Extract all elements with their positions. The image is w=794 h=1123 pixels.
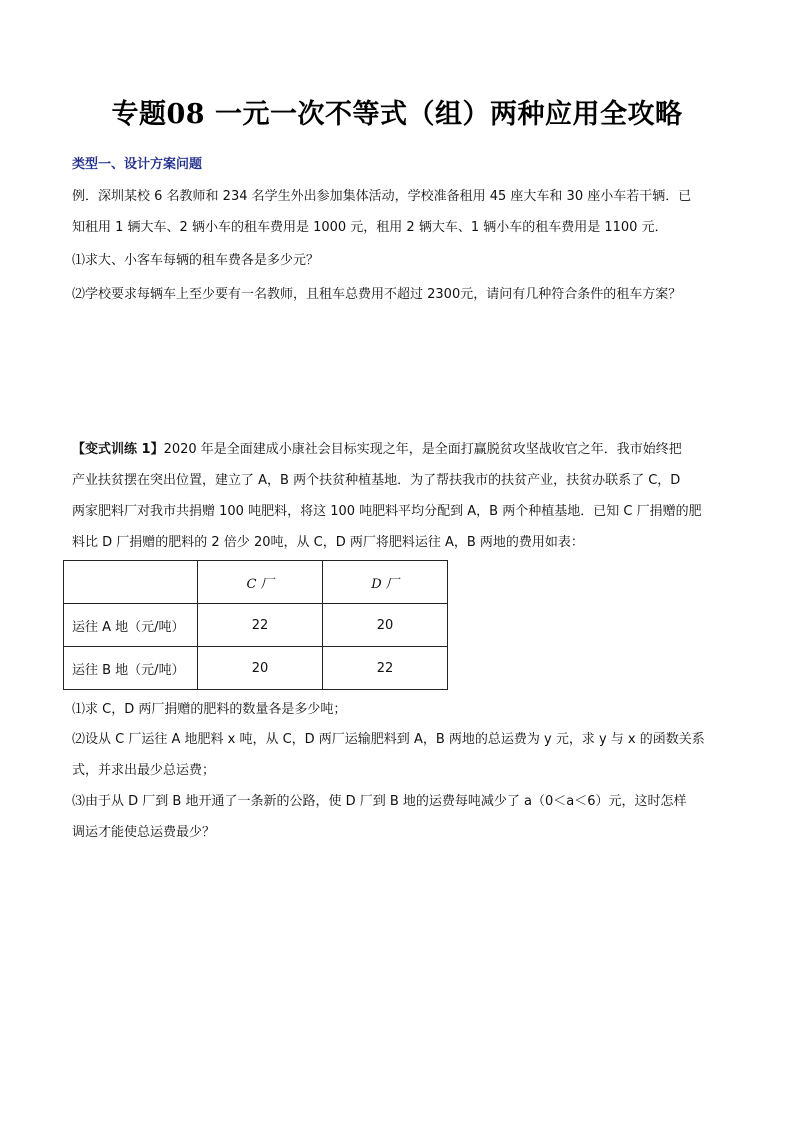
variant-question-3 [72, 786, 724, 848]
table-header-row [64, 561, 448, 604]
variant-line-text: 2020 年是全面建成小康社会目标实现之年，是全面打赢脱贫攻坚战收官之年．我市始终把 [163, 442, 682, 457]
question-line: ⑵设从 C 厂运往 A 地肥料 x 吨，从 C，D 两厂运输肥料到 A，B 两地的总运费为 y 元，求 y 与 x 的函数关系 [72, 732, 705, 747]
question-line: ⑶由于从 D 厂到 B 地开通了一条新的公路，使 D 厂到 B 地的运费每吨减少了 a（0＜a＜6）元，这时怎样 [72, 794, 687, 809]
variant-label: 【变式训练 1】 [72, 442, 164, 457]
variant-question-1: ⑴求 C，D 两厂捐赠的肥料的数量各是多少吨； [72, 702, 347, 717]
question-1: ⑴求大、小客车每辆的租车费各是多少元？ [72, 253, 320, 268]
example-line: 知租用 1 辆大车、2 辆小车的租车费用是 1000 元，租用 2 辆大车、1 辆小车的租车费用是 1100 元． [72, 220, 668, 235]
variant-line: 产业扶贫摆在突出位置，建立了 A，B 两个扶贫种植基地．为了帮扶我市的扶贫产业，扶贫办联系了 C，D [72, 473, 681, 488]
variant-paragraph [72, 434, 724, 558]
example-line: 例．深圳某校 6 名教师和 234 名学生外出参加集体活动，学校准备租用 45 座大车和 30 座小车若干辆．已 [72, 189, 692, 204]
table-header-cell: C 厂 [198, 561, 323, 604]
table-header-cell: D 厂 [323, 561, 448, 604]
section-heading: 类型一、设计方案问题 [72, 157, 203, 172]
table-cell: 22 [198, 604, 323, 647]
question-line: 式，并求出最少总运费； [72, 763, 216, 778]
question-2: ⑵学校要求每辆车上至少要有一名教师，且租车总费用不超过 2300元，请问有几种符合条件的租车方案？ [72, 287, 682, 302]
table-row [64, 647, 448, 690]
variant-line [72, 434, 724, 465]
table-cell: 20 [198, 647, 323, 690]
table-cell: 22 [323, 647, 448, 690]
variant-line: 料比 D 厂捐赠的肥料的 2 倍少 20吨，从 C，D 两厂将肥料运往 A，B 两地的费用如表： [72, 535, 584, 550]
page-title: 专题08 一元一次不等式（组）两种应用全攻略 [111, 99, 683, 130]
question-line: 调运才能使总运费最少？ [72, 825, 216, 840]
table-row [64, 604, 448, 647]
shipping-cost-table [63, 560, 448, 690]
table-row-label: 运往 A 地（元/吨） [64, 604, 198, 647]
example-paragraph [72, 181, 724, 243]
table-row-label: 运往 B 地（元/吨） [64, 647, 198, 690]
table-cell [64, 561, 198, 604]
variant-question-2 [72, 724, 724, 786]
table-cell: 20 [323, 604, 448, 647]
variant-line: 两家肥料厂对我市共捐赠 100 吨肥料，将这 100 吨肥料平均分配到 A，B 两个种植基地．已知 C 厂捐赠的肥 [72, 504, 702, 519]
